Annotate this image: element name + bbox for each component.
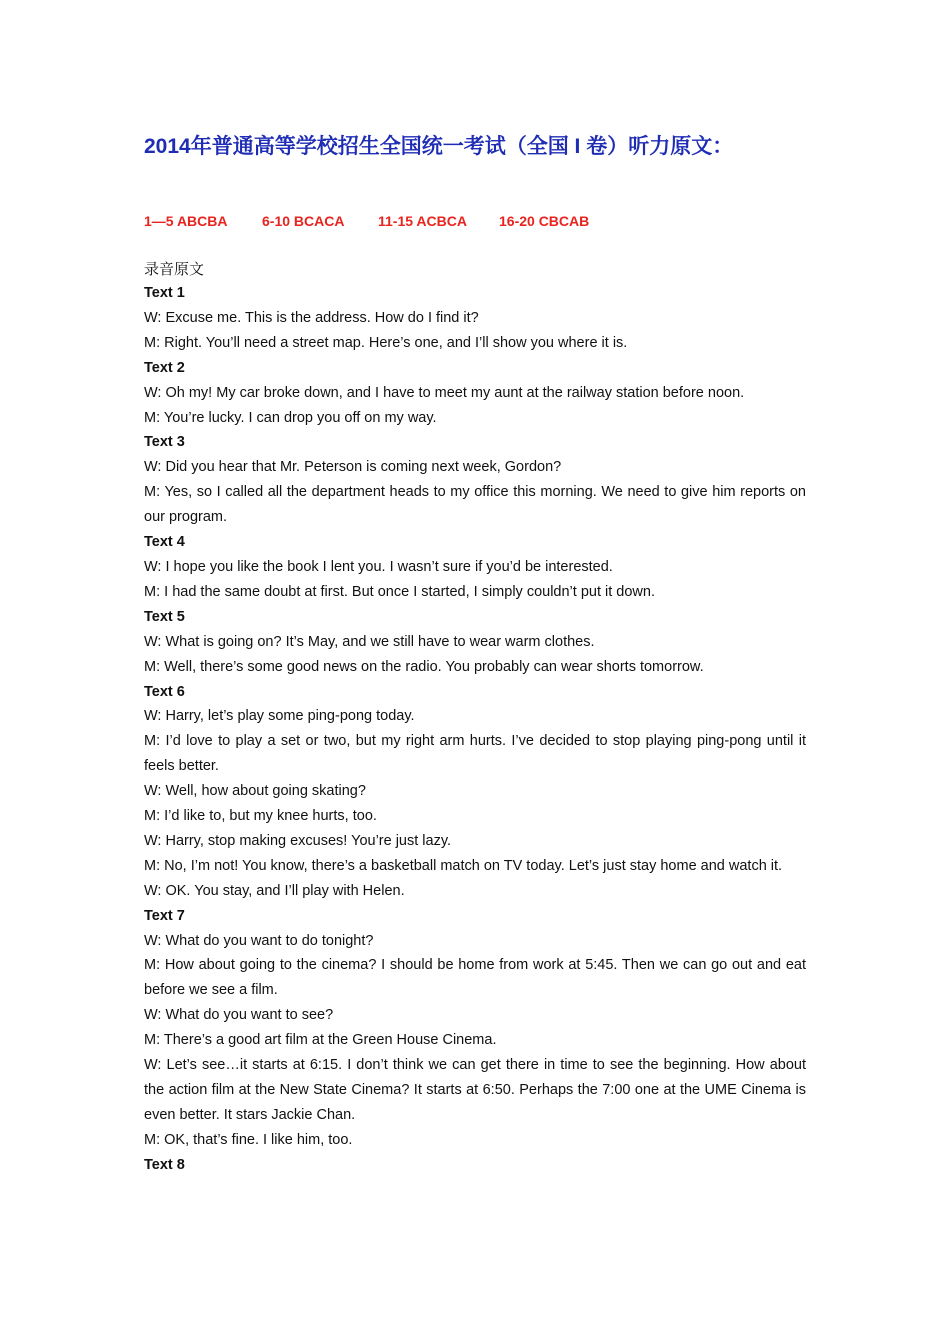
- dialogue-line: W: Did you hear that Mr. Peterson is coming next week, Gordon?: [144, 459, 562, 476]
- dialogue-line: M: Well, there’s some good news on the radio. You probably can wear shorts tomorrow.: [144, 658, 704, 675]
- dialogue-line: M: I had the same doubt at first. But once I started, I simply couldn’t put it down.: [144, 583, 655, 600]
- dialogue-line: M: Right. You’ll need a street map. Here’s one, and I’ll show you where it is.: [144, 334, 628, 351]
- answer-key: [144, 210, 806, 232]
- dialogue-line: W: Well, how about going skating?: [144, 783, 366, 800]
- dialogue-line: M: You’re lucky. I can drop you off on my way.: [144, 409, 437, 426]
- dialogue-line: M: Yes, so I called all the department heads to my office this morning. We need to give him reports on our program.: [144, 484, 806, 526]
- dialogue-line: M: No, I’m not! You know, there’s a basketball match on TV today. Let’s just stay home and watch it.: [144, 857, 783, 874]
- text-heading: Text 8: [144, 1156, 185, 1173]
- dialogue-line: M: I’d like to, but my knee hurts, too.: [144, 808, 377, 825]
- dialogue-line: W: Oh my! My car broke down, and I have to meet my aunt at the railway station before noon.: [144, 384, 745, 401]
- dialogue-line: W: Harry, let’s play some ping-pong today.: [144, 708, 415, 725]
- dialogue-line: M: There’s a good art film at the Green House Cinema.: [144, 1032, 497, 1049]
- answer-group-3: 11-15 ACBCA: [378, 213, 467, 229]
- document-title: 2014年普通高等学校招生全国统一考试（全国 I 卷）听力原文：: [144, 135, 734, 158]
- text-heading: Text 7: [144, 907, 185, 924]
- text-heading: Text 2: [144, 359, 185, 376]
- dialogue-line: M: I’d love to play a set or two, but my right arm hurts. I’ve decided to stop playing ping-pong until it feels better.: [144, 733, 806, 775]
- text-heading: Text 4: [144, 534, 185, 551]
- dialogue-line: W: What do you want to do tonight?: [144, 932, 374, 949]
- answer-group-1: 1—5 ABCBA: [144, 213, 228, 229]
- dialogue-line: W: What is going on? It’s May, and we still have to wear warm clothes.: [144, 633, 595, 650]
- transcript: [144, 281, 806, 1178]
- text-heading: Text 3: [144, 434, 185, 451]
- dialogue-line: W: Harry, stop making excuses! You’re just lazy.: [144, 832, 452, 849]
- dialogue-line: W: I hope you like the book I lent you. I wasn’t sure if you’d be interested.: [144, 558, 613, 575]
- dialogue-line: W: Excuse me. This is the address. How do I find it?: [144, 309, 479, 326]
- dialogue-line: M: OK, that’s fine. I like him, too.: [144, 1131, 353, 1148]
- answer-group-4: 16-20 CBCAB: [499, 213, 590, 229]
- text-heading: Text 1: [144, 285, 185, 301]
- text-heading: Text 5: [144, 608, 185, 625]
- answer-group-2: 6-10 BCACA: [262, 213, 345, 229]
- dialogue-line: M: How about going to the cinema? I should be home from work at 5:45. Then we can go out and eat before we see a film.: [144, 957, 806, 999]
- section-heading: 录音原文: [144, 261, 205, 278]
- dialogue-line: W: What do you want to see?: [144, 1007, 334, 1024]
- dialogue-line: W: OK. You stay, and I’ll play with Helen.: [144, 882, 405, 899]
- dialogue-line: W: Let’s see…it starts at 6:15. I don’t think we can get there in time to see the beginning. How about the action film at the New State Cinema? It starts at 6:50. Perhaps the 7:00 one at the UME Cinema is even better. It stars Jackie Chan.: [144, 1057, 806, 1123]
- text-heading: Text 6: [144, 683, 185, 700]
